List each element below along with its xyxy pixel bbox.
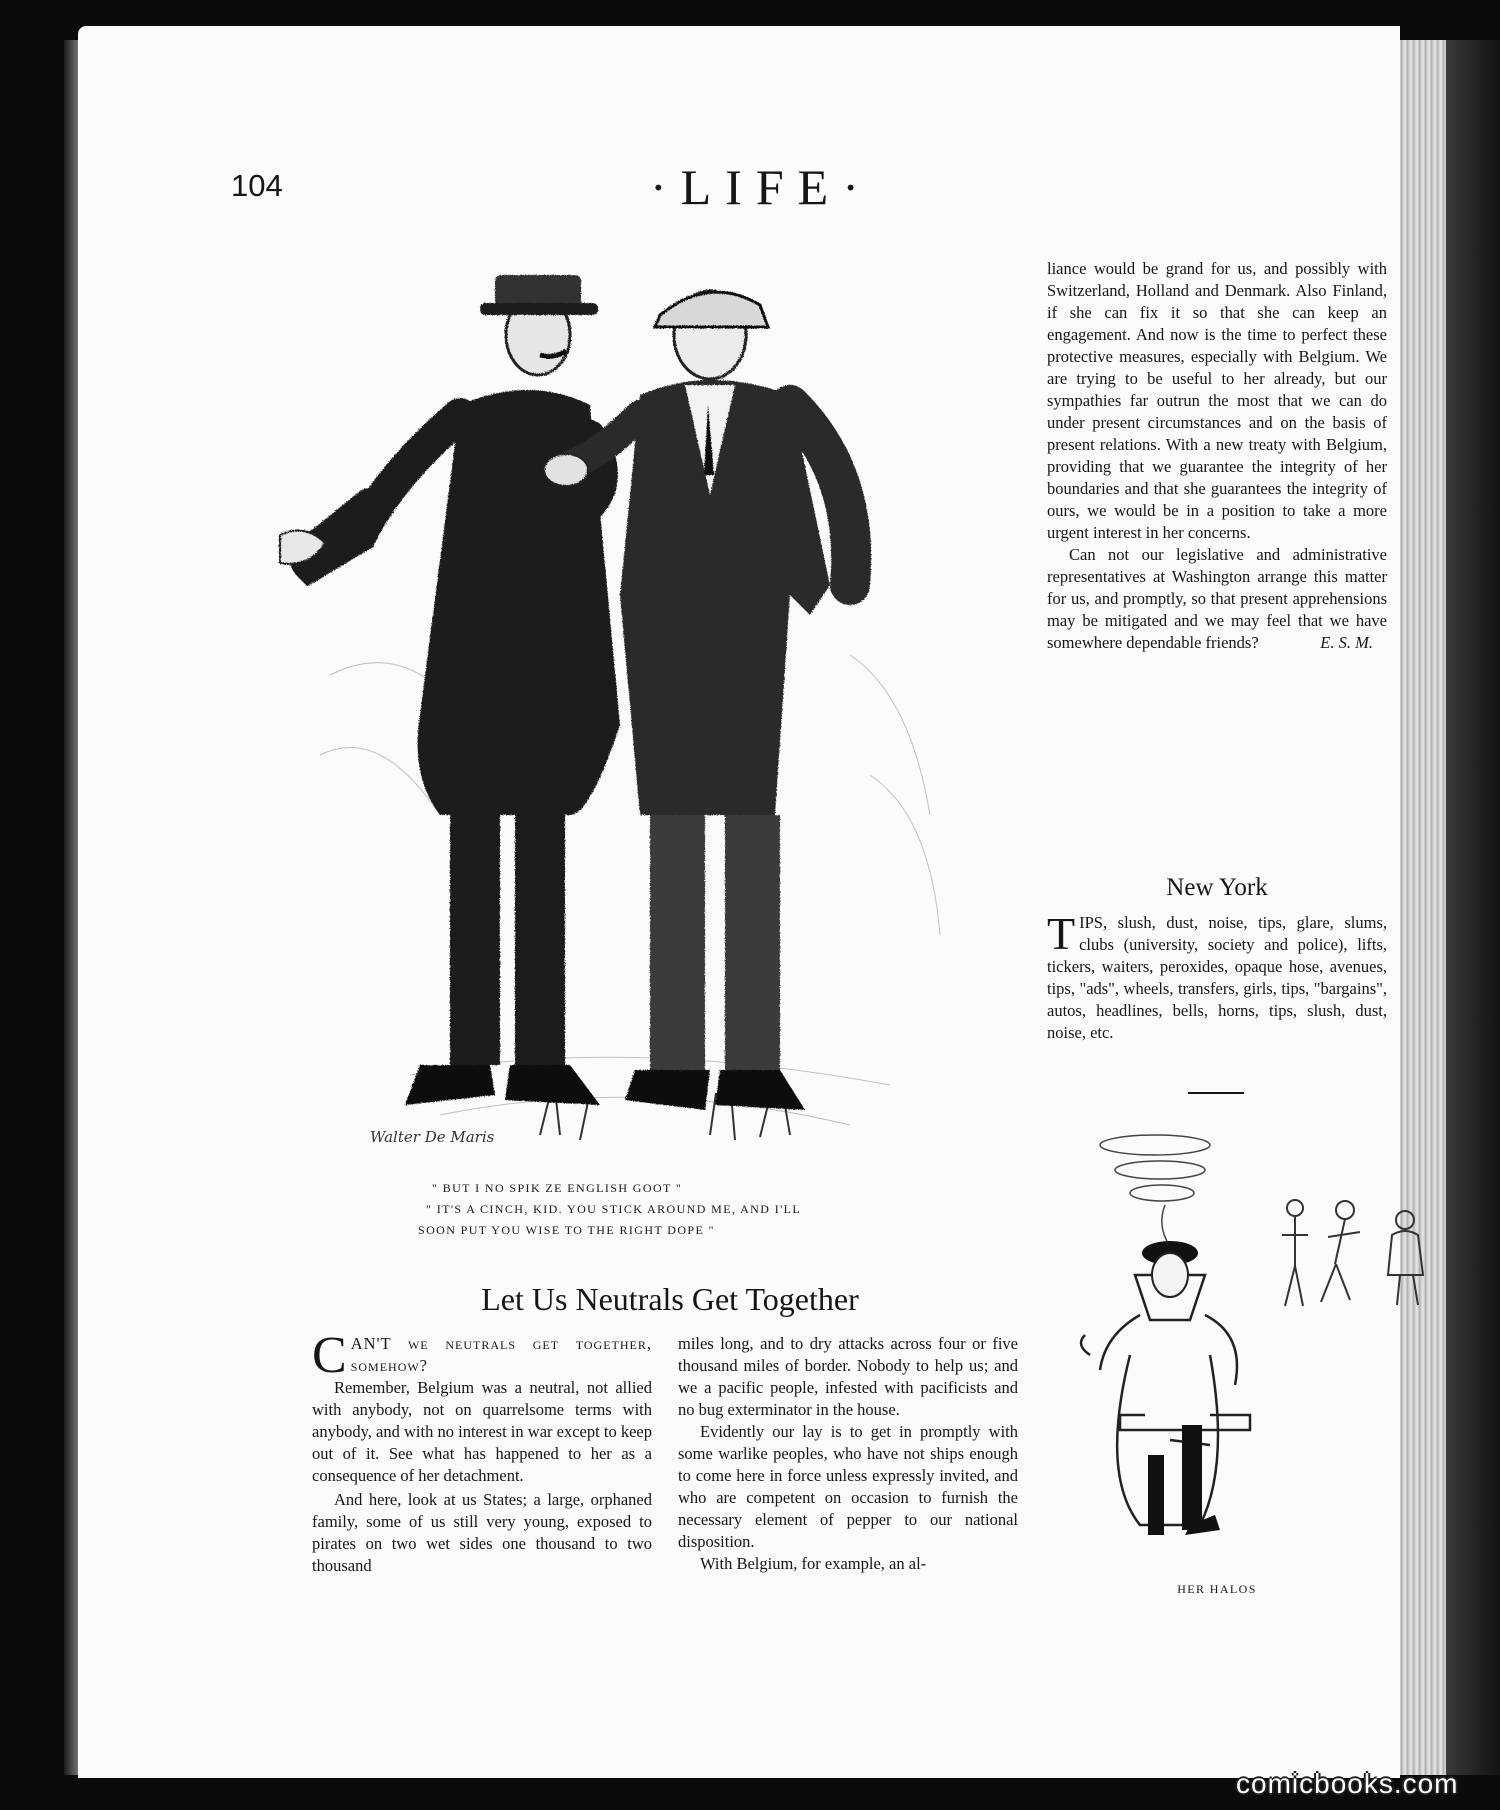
cartoon-caption <box>418 1178 938 1241</box>
article-column-1 <box>312 1327 652 1577</box>
her-halos-illustration <box>1070 1125 1470 1585</box>
article-column-2 <box>678 1333 1018 1575</box>
caption-line: " BUT I NO SPIK ZE ENGLISH GOOT " <box>432 1181 683 1195</box>
author-signature: E. S. M. <box>1320 633 1373 652</box>
caption-line: SOON PUT YOU WISE TO THE RIGHT DOPE " <box>418 1223 715 1237</box>
paragraph-text: IPS, slush, dust, noise, tips, glare, slums, clubs (university, society and police), lifts, tickers, waiters, peroxides, opaque hose, avenues, tips, "ads", wheels, transfers, girls, tips, "bargains", autos, headlines, bells, horns, tips, slush, dust, noise, etc. <box>1047 913 1387 1042</box>
left-figure <box>280 275 620 1105</box>
cartoon-illustration <box>290 255 1010 1155</box>
article-headline: Let Us Neutrals Get Together <box>481 1281 859 1317</box>
article-paragraph: With Belgium, for example, an al- <box>700 1554 927 1573</box>
article-paragraph <box>1047 544 1387 654</box>
site-watermark: comicbooks.com <box>1236 1768 1459 1799</box>
artist-signature: Walter De Maris <box>370 1128 495 1146</box>
article-paragraph <box>312 1327 652 1384</box>
section-divider <box>1188 1092 1244 1094</box>
paragraph-text: AN'T we neutrals get together, somehow? <box>350 1334 652 1375</box>
new-york-body <box>1047 908 1387 1044</box>
article-paragraph: Evidently our lay is to get in promptly with some warlike peoples, who have not ships enough to come here in force unless expressly invited, and who are competent on occasion to furnish the necessary element of pepper to our national disposition. <box>678 1422 1018 1551</box>
article-paragraph: miles long, and to dry attacks across four or five thousand miles of border. Nobody to help us; and we a pacific people, infested with pacificists and no bug exterminator in the house. <box>678 1334 1018 1419</box>
masthead-title: ·LIFE· <box>650 159 873 215</box>
new-york-heading: New York <box>1166 874 1268 901</box>
drop-cap: C <box>312 1327 347 1384</box>
new-york-paragraph <box>1047 908 1387 1044</box>
article-paragraph: liance would be grand for us, and possibly with Switzerland, Holland and Denmark. Also Finland, if she can fix it so that she can keep an engagement. And now is the time to perfect these protective measures, especially with Belgium. We are trying to be useful to her already, but our sympathies far outrun the most that we can do under present circumstances and on the basis of present relations. With a new treaty with Belgium, providing that we guarantee the integrity of her boundaries and that she guarantees the integrity of ours, we would be in a position to take a more urgent interest in her concerns. <box>1047 259 1387 542</box>
article-column-3 <box>1047 258 1387 654</box>
page-number: 104 <box>231 168 283 203</box>
article-paragraph: And here, look at us States; a large, orphaned family, some of us still very young, exposed to pirates on two wet sides one thousand to two thousand <box>312 1490 652 1575</box>
article-paragraph: Remember, Belgium was a neutral, not allied with anybody, not on quarrelsome terms with anybody, and with no interest in war except to keep out of it. See what has happened to her as a consequence of her detachment. <box>312 1378 652 1485</box>
caption-line: " IT'S A CINCH, KID. YOU STICK AROUND ME, AND I'LL <box>426 1202 802 1216</box>
drop-cap: T <box>1047 908 1076 959</box>
her-halos-caption: HER HALOS <box>1177 1582 1257 1596</box>
paragraph-text: Can not our legislative and administrative representatives at Washington arrange this matter for us, and promptly, so that present apprehensions may be mitigated and we may feel that we have somewhere dependable friends? <box>1047 545 1387 652</box>
